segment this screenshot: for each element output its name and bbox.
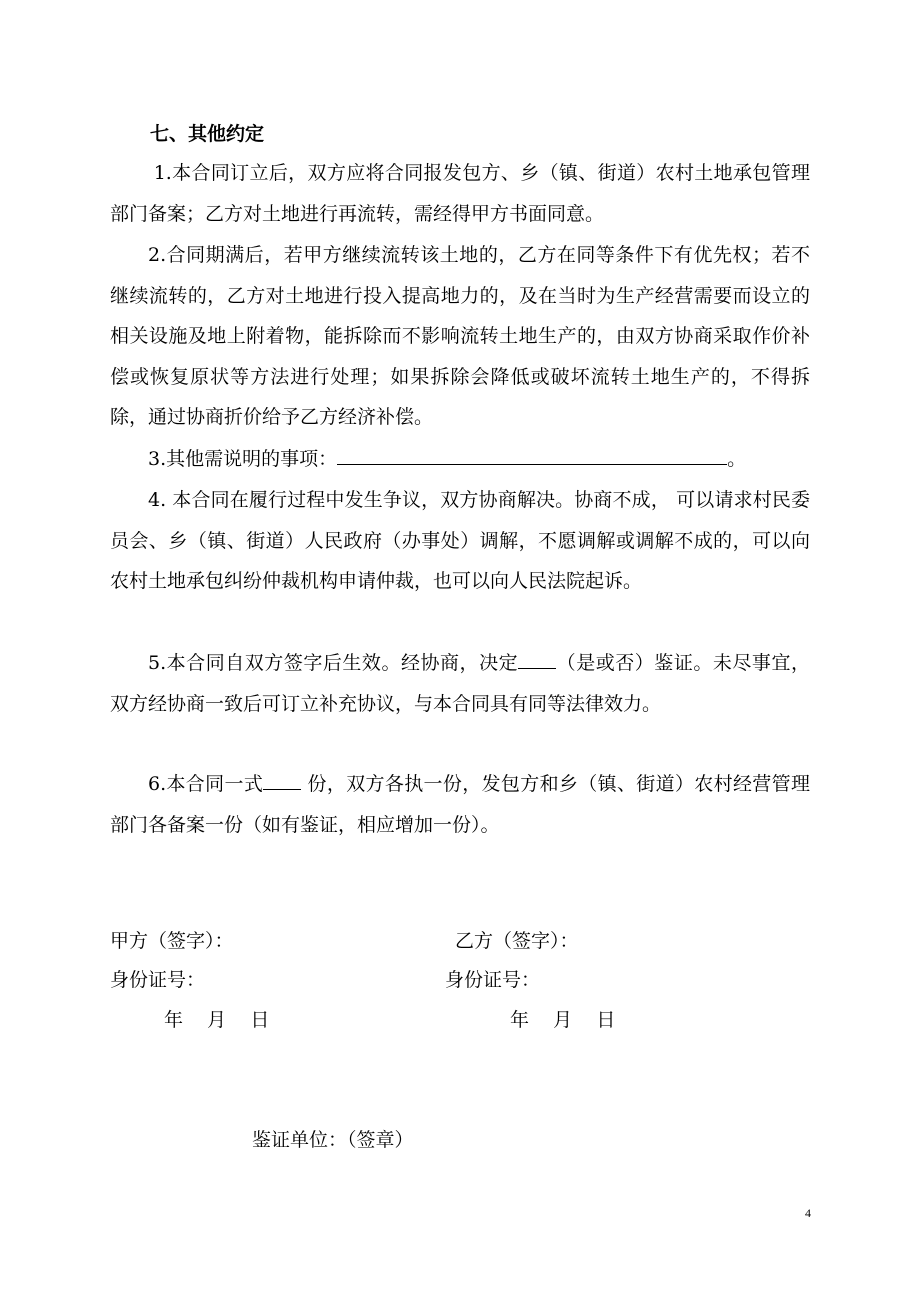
page-number: 4 bbox=[805, 1206, 811, 1220]
clause-3 bbox=[110, 439, 810, 480]
clause-6-blank-line bbox=[263, 769, 301, 790]
party-a-date: 年 月 日 bbox=[164, 1009, 270, 1031]
clause-4: 4. 本合同在履行过程中发生争议，双方协商解决。协商不成， 可以请求村民委员会、乡（镇、街道）人民政府（办事处）调解，不愿调解或调解不成的，可以向农村土地承包纠纷仲裁机构申请仲裁，也可以向人民法院起诉。 bbox=[110, 489, 810, 593]
clause-6-suffix: 份，双方各执一份，发包方和乡（镇、街道）农村经营管理部门各备案一份（如有鉴证，相应增加一份）。 bbox=[110, 773, 810, 836]
clause-1: 1.本合同订立后，双方应将合同报发包方、乡（镇、街道）农村土地承包管理部门备案；乙方对土地进行再流转，需经得甲方书面同意。 bbox=[110, 162, 810, 225]
section-heading: 七、其他约定 bbox=[150, 123, 265, 145]
clause-3-blank-line bbox=[337, 444, 727, 465]
party-b-id-label: 身份证号： bbox=[445, 969, 541, 991]
party-b-signature-label: 乙方（签字）： bbox=[455, 930, 579, 952]
clause-5-prefix: 5.本合同自双方签字后生效。经协商，决定 bbox=[148, 652, 519, 674]
clause-6 bbox=[110, 764, 810, 845]
clause-6-prefix: 6.本合同一式 bbox=[148, 773, 264, 795]
party-a-signature-label: 甲方（签字）： bbox=[110, 930, 234, 952]
clause-5-suffix: （是或否）鉴证。未尽事宜，双方经协商一致后可订立补充协议，与本合同具有同等法律效力。 bbox=[110, 652, 810, 715]
clause-3-prefix: 3.其他需说明的事项： bbox=[148, 448, 338, 470]
clause-3-suffix: 。 bbox=[727, 448, 747, 470]
clause-2: 2.合同期满后，若甲方继续流转该土地的，乙方在同等条件下有优先权；若不继续流转的，乙方对土地进行投入提高地力的，及在当时为生产经营需要而设立的相关设施及地上附着物，能拆除而不影响流转土地生产的，由双方协商采取作价补偿或恢复原状等方法进行处理；如果拆除会降低或破坏流转土地生产的，不得拆除，通过协商折价给予乙方经济补偿。 bbox=[110, 244, 810, 429]
clause-5 bbox=[110, 643, 810, 724]
party-a-id-label: 身份证号： bbox=[110, 969, 206, 991]
clause-5-blank-line bbox=[518, 648, 556, 669]
party-b-date: 年 月 日 bbox=[510, 1009, 616, 1031]
verifier-label: 鉴证单位：（签章） bbox=[252, 1129, 414, 1151]
